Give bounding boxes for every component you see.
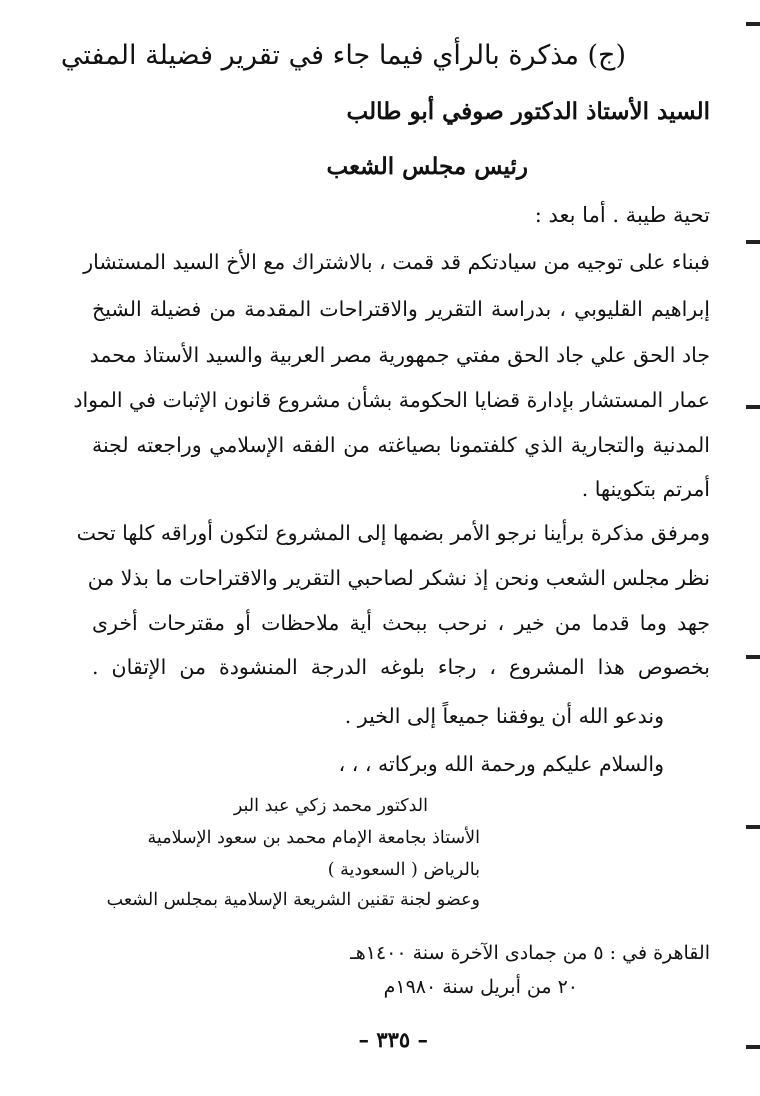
paragraph-2-line-3: جهد وما قدما من خير ، نرحب ببحث أية ملاحظات أو مقترحات أخرى bbox=[92, 611, 710, 635]
memo-heading: (ج) مذكرة بالرأي فيما جاء في تقرير فضيلة المفتي bbox=[60, 40, 626, 71]
scan-edge-mark bbox=[746, 405, 760, 409]
paragraph-1-line-5: المدنية والتجارية الذي كلفتمونا بصياغته من الفقه الإسلامي وراجعته لجنة bbox=[92, 433, 710, 457]
date-gregorian: ٢٠ من أبريل سنة ١٩٨٠م bbox=[383, 976, 578, 998]
paragraph-1-line-2: إبراهيم القليوبي ، بدراسة التقرير والاقتراحات المقدمة من فضيلة الشيخ bbox=[92, 297, 710, 321]
greeting: تحية طيبة . أما بعد : bbox=[534, 203, 710, 227]
scan-edge-mark bbox=[746, 825, 760, 829]
scan-edge-mark bbox=[746, 655, 760, 659]
scan-edge-mark bbox=[746, 240, 760, 244]
closing-prayer: وندعو الله أن يوفقنا جميعاً إلى الخير . bbox=[344, 704, 664, 728]
page-number: – ٣٣٥ – bbox=[358, 1027, 428, 1052]
signature-membership: وعضو لجنة تقنين الشريعة الإسلامية بمجلس الشعب bbox=[106, 890, 480, 910]
paragraph-1-line-1: فبناء على توجيه من سيادتكم قد قمت ، بالاشتراك مع الأخ السيد المستشار bbox=[83, 250, 710, 274]
paragraph-2-line-4: بخصوص هذا المشروع ، رجاء بلوغه الدرجة المنشودة من الإتقان . bbox=[92, 655, 710, 679]
date-hijri: القاهرة في : ٥ من جمادى الآخرة سنة ١٤٠٠هـ bbox=[350, 942, 710, 964]
paragraph-2-line-2: نظر مجلس الشعب ونحن إذ نشكر لصاحبي التقرير والاقتراحات ما بذلا من bbox=[87, 566, 710, 590]
closing-salutation: والسلام عليكم ورحمة الله وبركاته ، ، ، bbox=[338, 752, 664, 776]
addressee-title: رئيس مجلس الشعب bbox=[326, 153, 528, 180]
paragraph-1-line-6: أمرتم بتكوينها . bbox=[581, 477, 710, 501]
signature-name: الدكتور محمد زكي عبد البر bbox=[233, 796, 428, 816]
paragraph-1-line-4: عمار المستشار بإدارة قضايا الحكومة بشأن مشروع قانون الإثبات في المواد bbox=[73, 388, 710, 412]
signature-position: الأستاذ بجامعة الإمام محمد بن سعود الإسلامية bbox=[147, 828, 480, 848]
signature-location: بالرياض ( السعودية ) bbox=[327, 860, 480, 880]
paragraph-2-line-1: ومرفق مذكرة برأينا نرجو الأمر بضمها إلى المشروع لتكون أوراقه كلها تحت bbox=[76, 521, 710, 545]
addressee-name: السيد الأستاذ الدكتور صوفي أبو طالب bbox=[346, 98, 710, 125]
scan-edge-mark bbox=[746, 22, 760, 26]
paragraph-1-line-3: جاد الحق علي جاد الحق مفتي جمهورية مصر العربية والسيد الأستاذ محمد bbox=[89, 343, 710, 367]
scan-edge-mark bbox=[746, 1045, 760, 1049]
